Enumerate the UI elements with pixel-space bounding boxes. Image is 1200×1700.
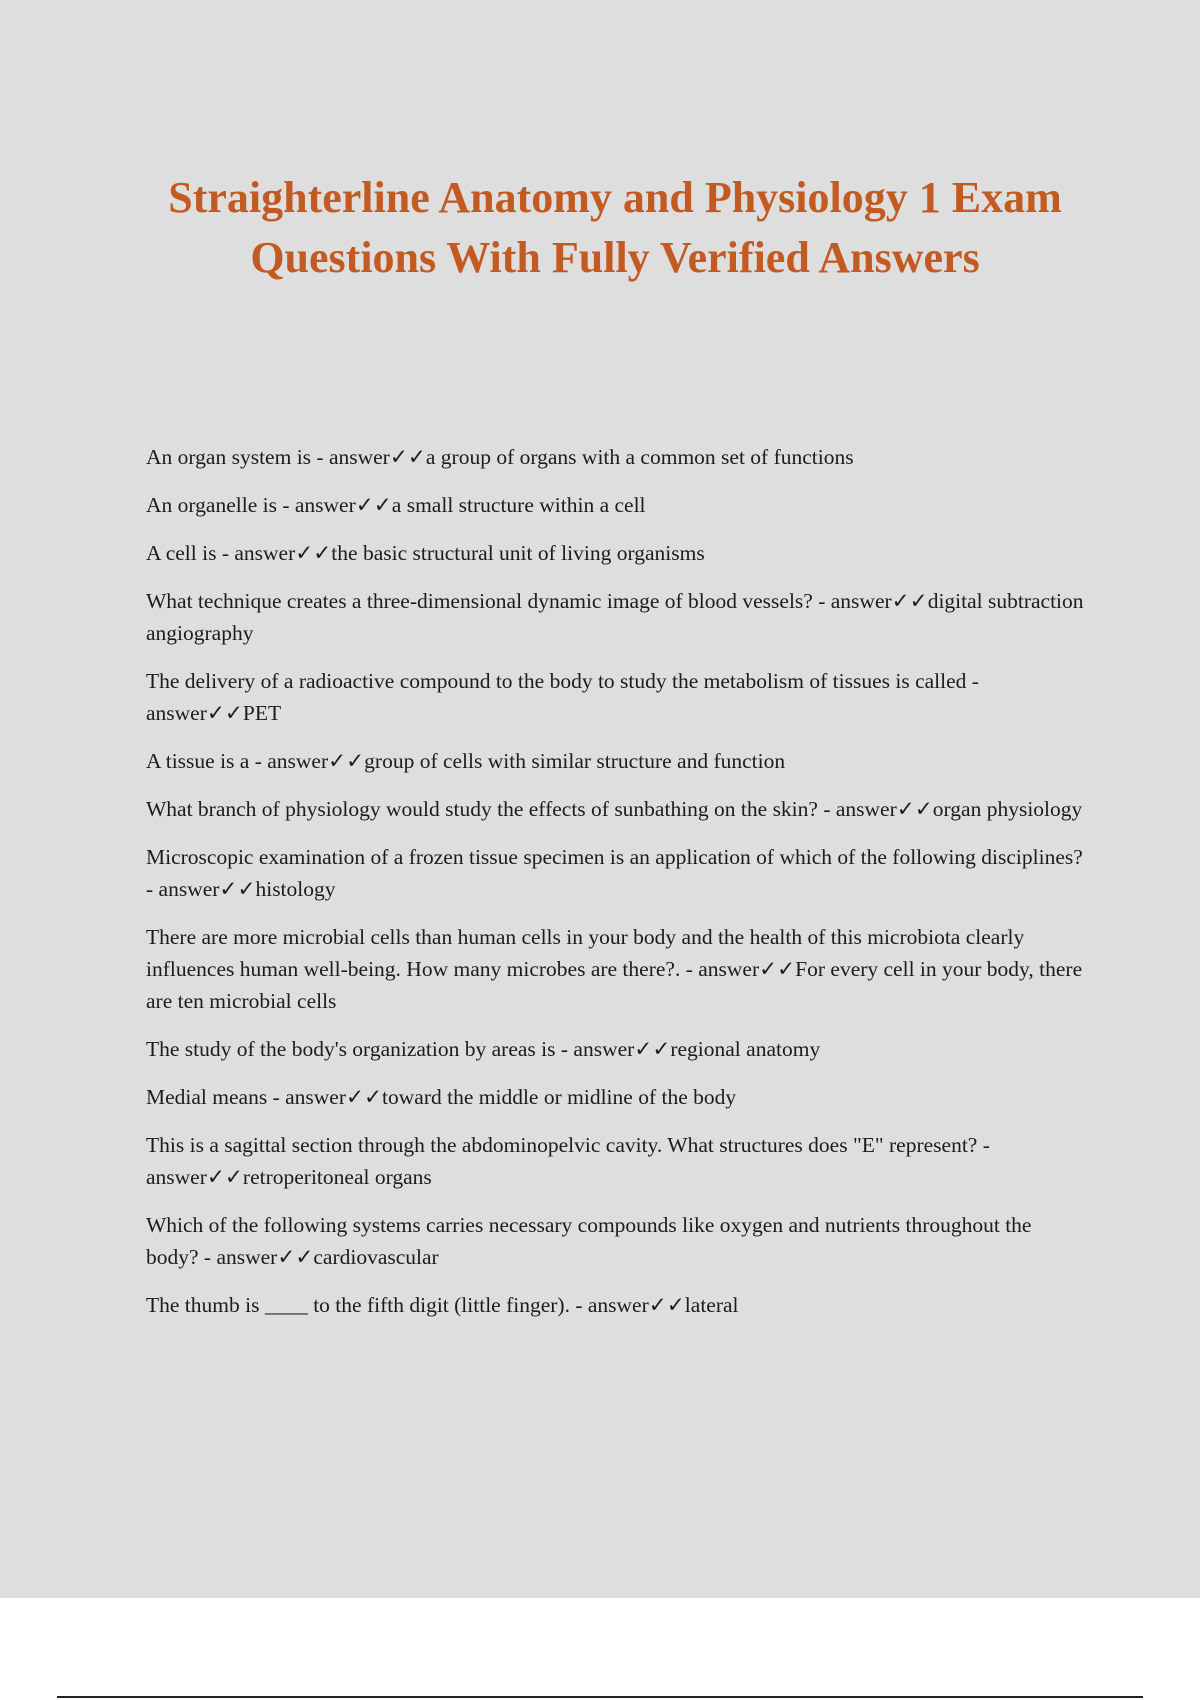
answer-marker: answer✓✓ [830,589,928,613]
answer-marker: answer✓✓ [328,445,426,469]
qa-item [146,841,1088,905]
answer-marker: answer✓✓ [294,493,392,517]
question-text: What branch of physiology would study the effects of sunbathing on the skin? - [146,797,836,821]
qa-item [146,537,1088,569]
question-text: Microscopic examination of a frozen tissue specimen is an application of which of the following disciplines? - [146,845,1083,901]
answer-text: organ physiology [932,797,1083,821]
question-text: What technique creates a three-dimensional dynamic image of blood vessels? - [146,589,831,613]
qa-item [146,441,1088,473]
question-text: A cell is - [146,541,235,565]
answer-marker: answer✓✓ [267,749,365,773]
answer-marker: answer✓✓ [285,1085,383,1109]
answer-marker: answer✓✓ [835,797,933,821]
qa-item [146,1129,1088,1193]
answer-text: group of cells with similar structure and function [364,749,786,773]
question-text: An organelle is - [146,493,295,517]
answer-marker: answer✓✓ [146,701,243,725]
answer-text: cardiovascular [313,1245,439,1269]
answer-marker: answer✓✓ [234,541,332,565]
question-text: The thumb is ____ to the fifth digit (little finger). - [146,1293,588,1317]
question-text: The study of the body's organization by areas is - [146,1037,574,1061]
qa-item [146,1289,1088,1321]
answer-text: a group of organs with a common set of functions [425,445,854,469]
answer-marker: answer✓✓ [158,877,256,901]
answer-marker: answer✓✓ [587,1293,685,1317]
question-text: An organ system is - [146,445,329,469]
footer-divider [57,1696,1143,1698]
answer-text: the basic structural unit of living organisms [331,541,705,565]
qa-item [146,1081,1088,1113]
qa-item [146,489,1088,521]
question-text: Which of the following systems carries necessary compounds like oxygen and nutrients throughout the body? - [146,1213,1032,1269]
qa-item [146,1209,1088,1273]
qa-item [146,745,1088,777]
qa-item [146,665,1088,729]
answer-marker: answer✓✓ [216,1245,314,1269]
answer-text: For every cell in your body, there are ten microbial cells [146,957,1083,1013]
answer-text: digital subtraction angiography [146,589,1084,645]
answer-marker: answer✓✓ [573,1037,671,1061]
question-text: The delivery of a radioactive compound to the body to study the metabolism of tissues is called - [146,669,979,693]
question-text: This is a sagittal section through the abdominopelvic cavity. What structures does "E" represent? - [146,1133,990,1157]
qa-item [146,1033,1088,1065]
answer-marker: answer✓✓ [146,1165,243,1189]
answer-text: lateral [684,1293,739,1317]
qa-item [146,585,1088,649]
answer-text: toward the middle or midline of the body [382,1085,737,1109]
qa-item [146,921,1088,1017]
page-gap [0,1598,1200,1700]
question-text: Medial means - [146,1085,286,1109]
question-text: A tissue is a - [146,749,268,773]
answer-text: retroperitoneal organs [242,1165,432,1189]
answer-text: PET [242,701,282,725]
question-text: There are more microbial cells than human cells in your body and the health of this microbiota clearly influences human well-being. How many microbes are there?. - [146,925,1025,981]
answer-text: a small structure within a cell [391,493,646,517]
qa-list [146,441,1088,1337]
answer-marker: answer✓✓ [698,957,796,981]
answer-text: histology [255,877,336,901]
document-title: Straighterline Anatomy and Physiology 1 Exam Questions With Fully Verified Answers [168,173,1062,282]
answer-text: regional anatomy [670,1037,821,1061]
qa-item [146,793,1088,825]
